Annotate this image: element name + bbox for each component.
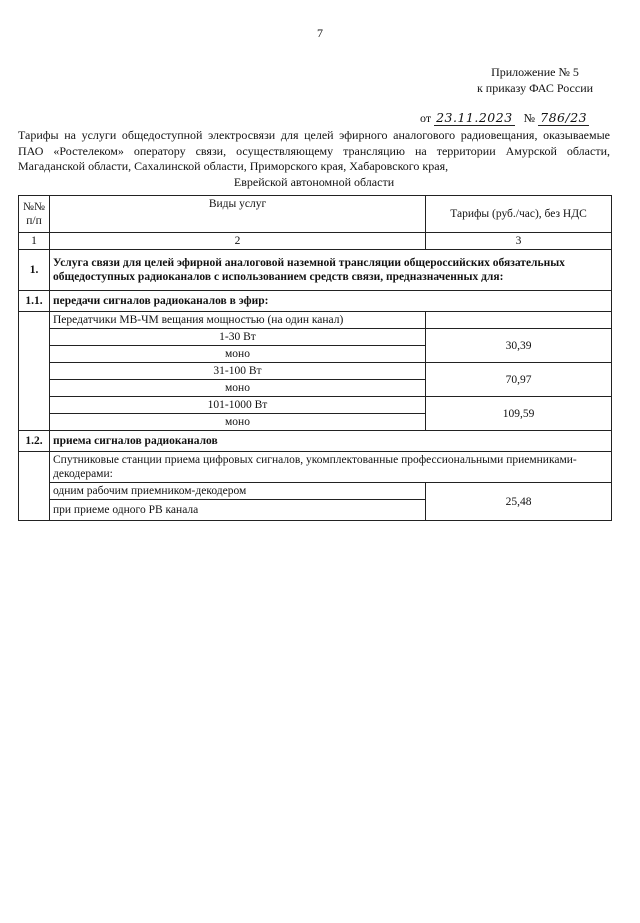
number-label: № xyxy=(523,111,536,125)
col-number: 3 xyxy=(426,233,612,250)
col-number: 2 xyxy=(50,233,426,250)
table-row xyxy=(19,452,612,483)
blank-cell xyxy=(19,452,50,521)
header-num: №№ п/п xyxy=(19,196,50,233)
table-row xyxy=(19,291,612,312)
header-services: Виды услуг xyxy=(50,196,426,233)
tariff-value: 30,39 xyxy=(426,329,612,363)
col-number: 1 xyxy=(19,233,50,250)
table-row xyxy=(19,363,612,380)
table-row xyxy=(19,312,612,329)
order-number: 786/23 xyxy=(540,110,588,125)
power-range: 31-100 Вт xyxy=(50,363,426,380)
tariff-value: 70,97 xyxy=(426,363,612,397)
mode: моно xyxy=(50,346,426,363)
column-numbers-row xyxy=(19,233,612,250)
order-date: 23.11.2023 xyxy=(436,110,513,125)
document-title xyxy=(18,128,610,190)
appendix-line: Приложение № 5 xyxy=(491,65,579,79)
satellite-label: Спутниковые станции приема цифровых сигналов, укомплектованные профессиональными приемниками-декодерами: xyxy=(50,452,612,483)
title-last-line: Еврейской автономной области xyxy=(233,174,395,189)
table-row xyxy=(19,431,612,452)
channel-label: при приеме одного РВ канала xyxy=(50,500,426,521)
table-header-row xyxy=(19,196,612,233)
transmitters-label: Передатчики МВ-ЧМ вещания мощностью (на один канал) xyxy=(50,312,426,329)
power-range: 101-1000 Вт xyxy=(50,397,426,414)
section-text: Услуга связи для целей эфирной аналоговой наземной трансляции общероссийских обязательных общедоступных радиоканалов с использованием средств связи, предназначенных для: xyxy=(50,250,612,291)
mode: моно xyxy=(50,414,426,431)
table-row xyxy=(19,483,612,500)
mode: моно xyxy=(50,380,426,397)
table-row xyxy=(19,329,612,346)
appendix-header xyxy=(460,64,610,96)
table-row xyxy=(19,397,612,414)
from-label: от xyxy=(420,111,432,125)
table-row xyxy=(19,250,612,291)
subsection-text: приема сигналов радиоканалов xyxy=(50,431,612,452)
order-reference: к приказу ФАС России xyxy=(476,81,594,95)
tariff-value: 25,48 xyxy=(426,483,612,521)
receiver-label: одним рабочим приемником-декодером xyxy=(50,483,426,500)
subsection-text: передачи сигналов радиоканалов в эфир: xyxy=(50,291,612,312)
power-range: 1-30 Вт xyxy=(50,329,426,346)
order-date-number xyxy=(420,110,589,126)
subsection-number: 1.2. xyxy=(19,431,50,452)
tariff-table xyxy=(18,195,612,521)
page-number: 7 xyxy=(317,26,323,40)
tariff-value: 109,59 xyxy=(426,397,612,431)
header-tariffs: Тарифы (руб./час), без НДС xyxy=(426,196,612,233)
title-body: Тарифы на услуги общедоступной электросвязи для целей эфирного аналогового радиовещания, оказываемые ПАО «Ростелеком» оператору связи, осуществляющему трансляцию на территории Амурской области, Магаданской области, Сахалинской области, Приморского края, Хабаровского края, xyxy=(18,128,610,173)
section-number: 1. xyxy=(19,250,50,291)
blank-cell xyxy=(19,312,50,431)
blank-cell xyxy=(426,312,612,329)
subsection-number: 1.1. xyxy=(19,291,50,312)
